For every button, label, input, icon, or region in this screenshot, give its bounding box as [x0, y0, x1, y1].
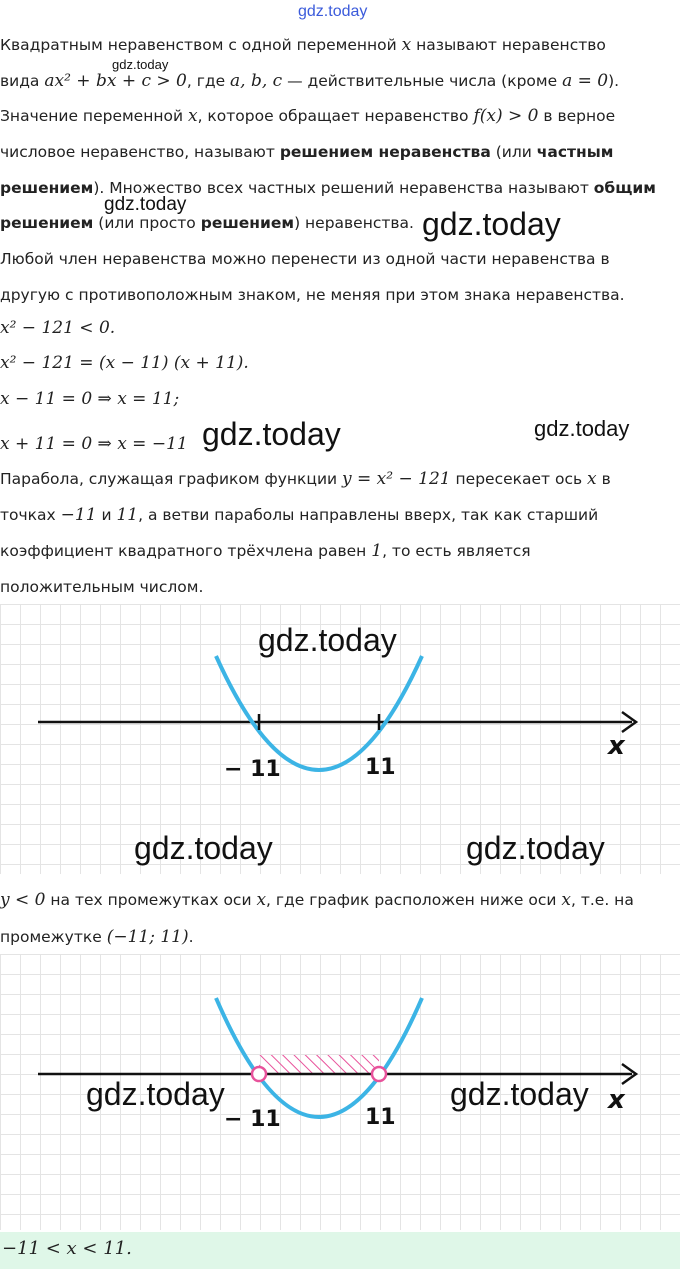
text: Квадратным неравенством с одной переменной	[0, 36, 402, 54]
math-interval: (−11; 11)	[106, 927, 189, 947]
text: , т.е. на	[570, 891, 634, 909]
text: (или просто	[93, 214, 201, 232]
parabola-graph-1	[0, 604, 680, 874]
text: ) неравенства.	[294, 214, 414, 232]
watermark-small: gdz.today	[112, 57, 169, 72]
text: Парабола, служащая графиком функции	[0, 470, 343, 488]
bold-term: решением	[200, 214, 295, 232]
axis-label-x: x	[608, 731, 625, 761]
text: на тех промежутках оси	[45, 891, 257, 909]
text: вида	[0, 72, 45, 90]
bold-term: решением	[0, 214, 94, 232]
watermark-large: gdz.today	[86, 1076, 225, 1112]
answer-block	[0, 1232, 680, 1269]
watermark-large: gdz.today	[450, 1076, 589, 1112]
root-label-left: − 11	[224, 757, 281, 782]
root-label-right: 11	[365, 1105, 396, 1130]
definition-line-2	[0, 70, 619, 92]
text: коэффициент квадратного трёхчлена равен	[0, 542, 372, 560]
open-point-left	[252, 1067, 266, 1081]
transfer-rule-line-1: Любой член неравенства можно перенести из одной части неравенства в	[0, 250, 610, 268]
text: , то есть является	[382, 542, 531, 560]
text: промежутке	[0, 928, 107, 946]
math-fx: f(x) > 0	[473, 106, 539, 126]
parabola-line-4: положительным числом.	[0, 578, 204, 596]
watermark-large: gdz.today	[258, 622, 397, 658]
watermark-medium: gdz.today	[104, 194, 187, 215]
watermark-large: gdz.today	[422, 206, 561, 242]
root-label-left: − 11	[224, 1107, 281, 1132]
math-var: x	[561, 890, 571, 910]
math-root: 11	[116, 505, 139, 525]
equation-4: x + 11 = 0 ⇒ x = −11	[0, 434, 188, 454]
parabola-line-2	[0, 504, 598, 526]
text: в верное	[538, 107, 616, 125]
parabola-graph-2	[0, 954, 680, 1230]
math-coeffs: a, b, c	[230, 71, 283, 91]
text: , а ветви параболы направлены вверх, так как старший	[138, 506, 599, 524]
solution-line-4	[0, 212, 414, 234]
math-var: x	[187, 106, 198, 126]
math-function: y = x² − 121	[342, 469, 451, 489]
root-label-right: 11	[365, 755, 396, 780]
math-root: −11	[60, 505, 97, 525]
text: Значение переменной	[0, 107, 188, 125]
math-var: x	[587, 469, 597, 489]
parabola-line-3	[0, 540, 531, 562]
bold-term: общим	[593, 179, 656, 197]
equation-1: x² − 121 < 0.	[0, 318, 116, 338]
bold-term: частным	[536, 143, 614, 161]
watermark-large: gdz.today	[202, 416, 341, 452]
text: (или	[490, 143, 537, 161]
equation-3: x − 11 = 0 ⇒ x = 11;	[0, 389, 180, 409]
definition-line-1	[0, 34, 606, 56]
text: , где график расположен ниже оси	[266, 891, 562, 909]
answer-text: −11 < x < 11.	[2, 1238, 132, 1259]
solution-line-3	[0, 177, 656, 199]
text: .	[188, 928, 194, 946]
text: точках	[0, 506, 61, 524]
equation-2: x² − 121 = (x − 11) (x + 11).	[0, 353, 249, 373]
math-inequality: ax² + bx + c > 0	[44, 71, 187, 91]
math-condition: y < 0	[0, 890, 46, 910]
text: ).	[608, 72, 620, 90]
math-var: x	[401, 35, 412, 55]
text: числовое неравенство, называют	[0, 143, 280, 161]
text: , где	[186, 72, 231, 90]
text: , которое обращает неравенство	[197, 107, 474, 125]
solution-line-1	[0, 105, 615, 127]
math-coefficient: 1	[371, 541, 383, 561]
math-var: x	[256, 890, 267, 910]
interval-line-1	[0, 889, 634, 911]
watermark-large: gdz.today	[466, 830, 605, 866]
interval-line-2	[0, 926, 194, 948]
math-a-zero: a = 0	[562, 71, 609, 91]
solution-hatch	[259, 1055, 379, 1073]
bold-term: решением	[0, 179, 94, 197]
watermark-large: gdz.today	[134, 830, 273, 866]
watermark-medium: gdz.today	[534, 416, 630, 441]
open-point-right	[372, 1067, 386, 1081]
axis-label-x: x	[608, 1085, 625, 1115]
parabola-line-1	[0, 468, 611, 490]
text: называют неравенство	[411, 36, 606, 54]
transfer-rule-line-2: другую с противоположным знаком, не меняя при этом знака неравенства.	[0, 286, 625, 304]
solution-line-2	[0, 141, 613, 163]
text: в	[596, 470, 611, 488]
watermark-top: gdz.today	[298, 3, 368, 20]
text: — действительные числа (кроме	[282, 72, 563, 90]
text: пересекает ось	[450, 470, 588, 488]
text: ). Множество всех частных решений неравенства называют	[93, 179, 594, 197]
bold-term: решением неравенства	[279, 143, 491, 161]
parabola-curve	[216, 656, 422, 770]
text: и	[96, 506, 117, 524]
